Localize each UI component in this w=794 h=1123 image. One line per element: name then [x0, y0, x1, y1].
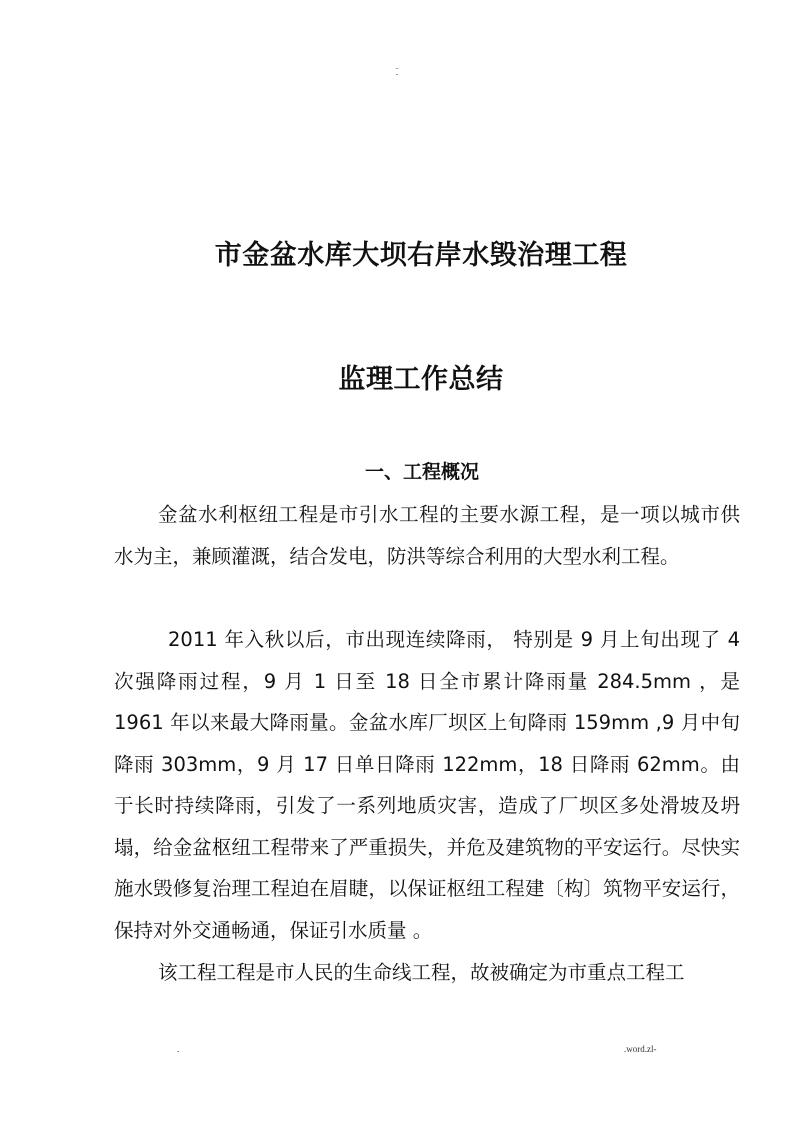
header-mark — [0, 64, 794, 78]
footer-left-mark: . — [177, 1044, 180, 1054]
document-subtitle: 监理工作总结 — [338, 364, 504, 395]
section-heading: 一、工程概况 — [364, 461, 479, 483]
document-title: 市金盆水库大坝右岸水毁治理工程 — [214, 240, 628, 271]
footer-watermark: .word.zl- — [624, 1044, 657, 1054]
header-mark-text: .. - — [395, 63, 399, 78]
paragraph-importance: 该工程工程是市人民的生命线工程，故被确定为市重点工程工 — [158, 961, 685, 984]
paragraph-rainfall: 2011 年入秋以后，市出现连续降雨， 特别是 9 月上旬出现了 4 次强降雨过程，9 月 1 日至 18 日全市累计降雨量 284.5mm ，是 1961 年以来最大降雨量。金盆水库厂坝区上旬降雨 159mm ,9 月中旬降雨 303mm，9 月 17 日单日降雨 122mm，18 日降雨 62mm。由于长时持续降雨，引发了一系列地质灾害，造成了厂坝区多处滑坡及坍塌，给金盆枢纽工程带来了严重损失，并危及建筑物的平安运行。尽快实施水毁修复治理工程迫在眉睫，以保证枢纽工程建〔构〕筑物平安运行，保持对外交通畅通，保证引水质量 。 — [114, 628, 740, 942]
paragraph-overview: 金盆水利枢纽工程是市引水工程的主要水源工程，是一项以城市供水为主，兼顾灌溉，结合发电，防洪等综合利用的大型水利工程。 — [114, 503, 740, 568]
